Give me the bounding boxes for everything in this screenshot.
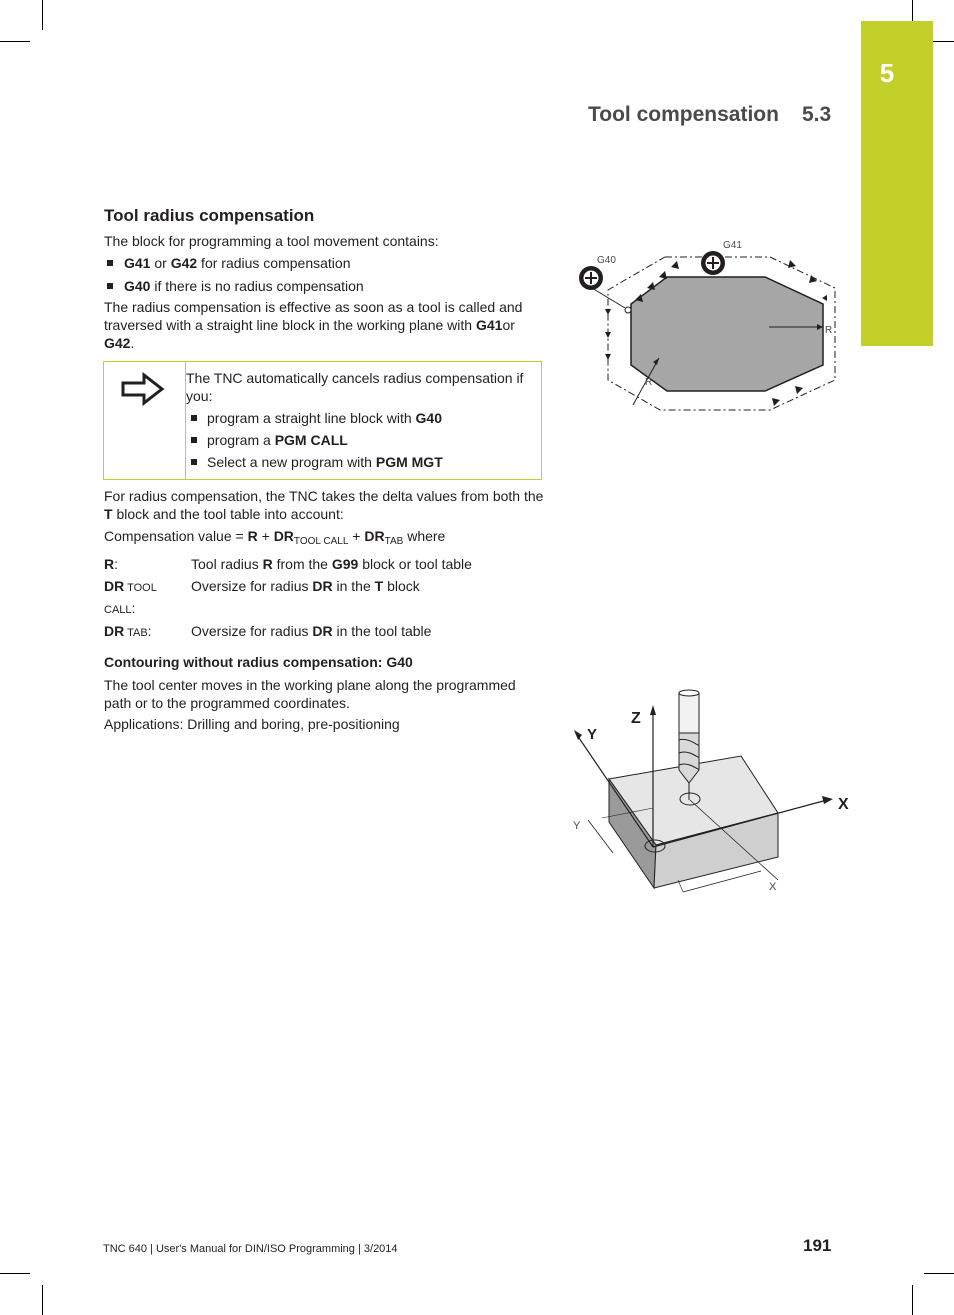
note-list-item: program a straight line block with G40	[207, 409, 537, 427]
paragraph: The radius compensation is effective as soon as a tool is called and traversed with a straight line block in the working plane with G41or G42.	[104, 299, 523, 351]
paragraph: Applications: Drilling and boring, pre-positioning	[104, 716, 400, 732]
label-y: Y	[587, 726, 598, 743]
page-number: 191	[803, 1236, 832, 1255]
label-r2: R	[645, 377, 653, 388]
crop-mark	[42, 0, 43, 30]
def-term: R:	[104, 556, 119, 572]
note-text: The TNC automatically cancels radius compensation if you:	[186, 370, 524, 404]
section-title: Tool radius compensation	[104, 206, 315, 225]
list-item: G41 or G42 for radius compensation	[124, 254, 544, 272]
label-x: X	[838, 796, 849, 813]
running-header-section: 5.3	[802, 103, 832, 126]
footer-text: TNC 640 | User's Manual for DIN/ISO Programming | 3/2014	[103, 1243, 398, 1255]
dim-y: Y	[573, 820, 581, 832]
crop-mark	[924, 1273, 954, 1274]
note-box	[103, 361, 542, 480]
intro-text: The block for programming a tool movement contains:	[104, 233, 439, 249]
crop-mark	[42, 1285, 43, 1315]
def-term-cont: CALL:	[104, 600, 136, 616]
label-z: Z	[631, 710, 641, 727]
arrow-right-icon	[120, 372, 166, 406]
def-term: DR TOOL	[104, 578, 157, 594]
tool-g40-icon	[579, 266, 603, 290]
contouring-g40-figure	[565, 685, 855, 910]
crop-mark	[912, 1285, 913, 1315]
dim-x: X	[769, 881, 777, 893]
def-term: DR TAB:	[104, 623, 152, 639]
label-g41: G41	[723, 240, 742, 251]
subheading: Contouring without radius compensation: G40	[104, 654, 413, 670]
def-description: Tool radius R from the G99 block or tool table	[191, 556, 472, 572]
running-header-title: Tool compensation	[588, 103, 779, 126]
paragraph: The tool center moves in the working plane along the programmed path or to the programmed coordinates.	[104, 677, 516, 711]
radius-compensation-figure	[565, 230, 850, 425]
formula: Compensation value = $R + DR_{TOOL CALL} + DR_{TAB}$ where	[104, 528, 446, 547]
workpiece-octagon	[631, 277, 823, 391]
chapter-number: 5	[879, 58, 895, 88]
label-r1: R	[825, 325, 833, 336]
def-description: Oversize for radius DR in the tool table	[191, 623, 432, 639]
list-item: G40 if there is no radius compensation	[124, 277, 544, 295]
crop-mark	[0, 41, 30, 42]
note-list-item: program a PGM CALL	[207, 431, 537, 449]
tool-g41-icon	[701, 251, 725, 275]
crop-mark	[0, 1273, 30, 1274]
def-description: Oversize for radius DR in the T block	[191, 578, 420, 594]
label-g40: G40	[597, 255, 616, 266]
paragraph: For radius compensation, the TNC takes the delta values from both the T block and the tool table into account:	[104, 488, 544, 522]
note-list-item: Select a new program with PGM MGT	[207, 453, 537, 471]
